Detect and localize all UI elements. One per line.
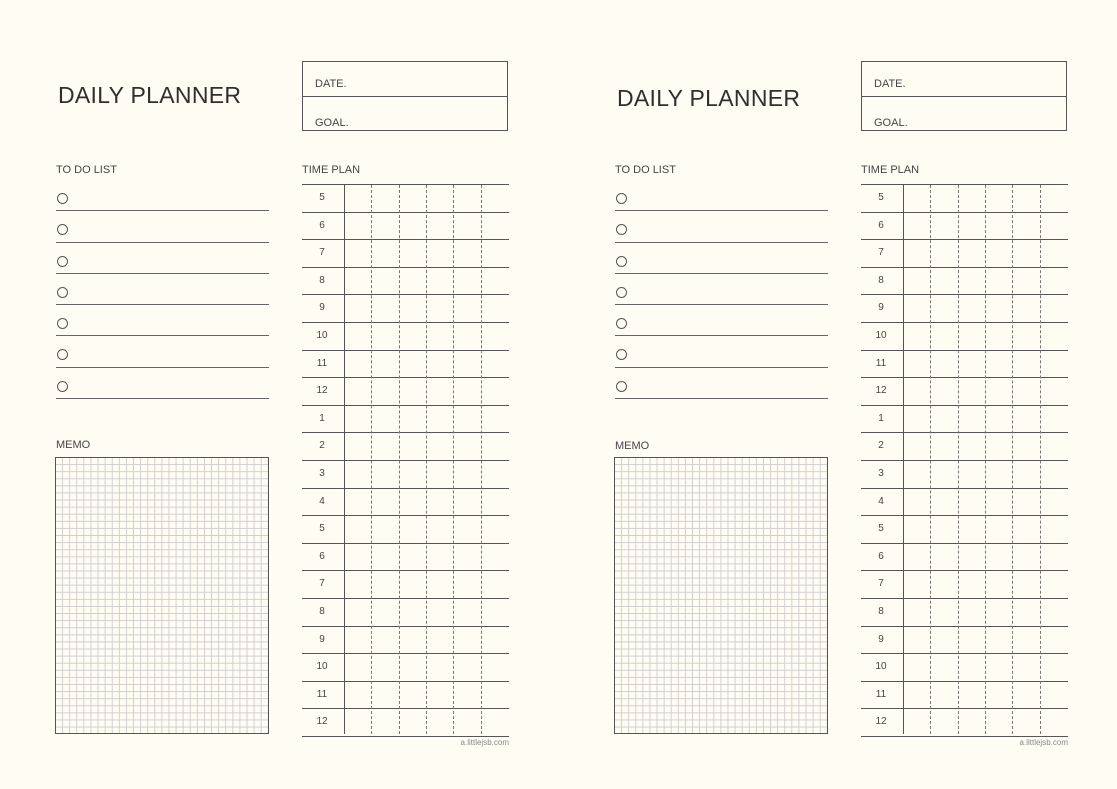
todo-item[interactable] bbox=[615, 243, 828, 274]
planner-page bbox=[0, 0, 520, 789]
checkbox-circle-icon[interactable] bbox=[57, 349, 68, 360]
hour-label: 3 bbox=[878, 467, 884, 479]
time-row[interactable] bbox=[302, 351, 509, 379]
hour-label: 2 bbox=[878, 440, 884, 452]
time-row[interactable] bbox=[861, 295, 1068, 323]
todo-item[interactable] bbox=[56, 336, 269, 367]
todo-list-label: TO DO LIST bbox=[615, 164, 676, 176]
time-row[interactable] bbox=[302, 433, 509, 461]
time-row[interactable] bbox=[302, 571, 509, 599]
interval-divider bbox=[1012, 185, 1013, 734]
goal-label: GOAL. bbox=[874, 117, 908, 129]
date-goal-box bbox=[861, 61, 1067, 131]
hour-label: 8 bbox=[878, 274, 884, 286]
time-row[interactable] bbox=[861, 185, 1068, 213]
hour-label: 7 bbox=[878, 578, 884, 590]
hour-label: 9 bbox=[878, 302, 884, 314]
time-row[interactable] bbox=[861, 213, 1068, 241]
checkbox-circle-icon[interactable] bbox=[57, 287, 68, 298]
memo-label: MEMO bbox=[56, 439, 91, 451]
hour-label: 5 bbox=[878, 192, 884, 203]
checkbox-circle-icon[interactable] bbox=[616, 349, 627, 360]
time-row[interactable] bbox=[861, 461, 1068, 489]
date-label: DATE. bbox=[315, 78, 347, 90]
credit-text: a.littlejsb.com bbox=[460, 738, 509, 747]
memo-grid[interactable] bbox=[614, 457, 828, 734]
todo-item[interactable] bbox=[56, 243, 269, 274]
time-row[interactable] bbox=[861, 351, 1068, 379]
hour-label: 12 bbox=[316, 385, 328, 397]
time-row[interactable] bbox=[302, 213, 509, 241]
hour-label: 11 bbox=[875, 357, 887, 369]
checkbox-circle-icon[interactable] bbox=[57, 381, 68, 392]
interval-divider bbox=[371, 185, 372, 734]
todo-item[interactable] bbox=[56, 211, 269, 242]
time-row[interactable] bbox=[302, 709, 509, 737]
time-row[interactable] bbox=[302, 654, 509, 682]
time-plan-table bbox=[302, 184, 509, 734]
checkbox-circle-icon[interactable] bbox=[616, 193, 627, 204]
hour-label: 10 bbox=[875, 329, 887, 341]
time-row[interactable] bbox=[861, 599, 1068, 627]
hour-label: 6 bbox=[319, 219, 325, 231]
time-row[interactable] bbox=[302, 682, 509, 710]
checkbox-circle-icon[interactable] bbox=[616, 224, 627, 235]
hour-label: 1 bbox=[319, 412, 325, 424]
goal-field[interactable] bbox=[862, 97, 1066, 132]
checkbox-circle-icon[interactable] bbox=[57, 224, 68, 235]
hour-label: 9 bbox=[319, 633, 325, 645]
time-row[interactable] bbox=[302, 544, 509, 572]
hour-label: 6 bbox=[319, 550, 325, 562]
hour-label: 5 bbox=[319, 523, 325, 535]
hour-label: 8 bbox=[878, 605, 884, 617]
date-goal-box bbox=[302, 61, 508, 131]
todo-item[interactable] bbox=[56, 180, 269, 211]
checkbox-circle-icon[interactable] bbox=[616, 381, 627, 392]
page-title: DAILY PLANNER bbox=[58, 82, 242, 108]
hour-divider bbox=[903, 185, 904, 734]
hour-label: 9 bbox=[878, 633, 884, 645]
time-row[interactable] bbox=[302, 489, 509, 517]
time-row[interactable] bbox=[302, 268, 509, 296]
hour-label: 7 bbox=[319, 247, 325, 259]
time-row[interactable] bbox=[861, 323, 1068, 351]
hour-label: 10 bbox=[875, 661, 887, 673]
time-row[interactable] bbox=[861, 682, 1068, 710]
time-row[interactable] bbox=[861, 406, 1068, 434]
date-label: DATE. bbox=[874, 78, 906, 90]
interval-divider bbox=[399, 185, 400, 734]
hour-label: 3 bbox=[319, 467, 325, 479]
time-row[interactable] bbox=[861, 489, 1068, 517]
hour-label: 8 bbox=[319, 605, 325, 617]
time-row[interactable] bbox=[861, 544, 1068, 572]
hour-label: 5 bbox=[878, 523, 884, 535]
todo-list bbox=[615, 180, 828, 399]
time-row[interactable] bbox=[861, 268, 1068, 296]
hour-label: 10 bbox=[316, 329, 328, 341]
interval-divider bbox=[453, 185, 454, 734]
time-row[interactable] bbox=[302, 240, 509, 268]
todo-item[interactable] bbox=[615, 274, 828, 305]
todo-item[interactable] bbox=[56, 368, 269, 399]
date-field[interactable] bbox=[862, 62, 1066, 97]
time-row[interactable] bbox=[302, 599, 509, 627]
hour-label: 2 bbox=[319, 440, 325, 452]
time-row[interactable] bbox=[302, 378, 509, 406]
checkbox-circle-icon[interactable] bbox=[616, 318, 627, 329]
time-row[interactable] bbox=[861, 709, 1068, 737]
todo-item[interactable] bbox=[56, 305, 269, 336]
hour-divider bbox=[344, 185, 345, 734]
interval-divider bbox=[1040, 185, 1041, 734]
hour-label: 1 bbox=[878, 412, 884, 424]
checkbox-circle-icon[interactable] bbox=[616, 287, 627, 298]
time-row[interactable] bbox=[861, 240, 1068, 268]
hour-label: 12 bbox=[875, 716, 887, 728]
interval-divider bbox=[426, 185, 427, 734]
hour-label: 10 bbox=[316, 661, 328, 673]
hour-label: 8 bbox=[319, 274, 325, 286]
checkbox-circle-icon[interactable] bbox=[57, 256, 68, 267]
interval-divider bbox=[985, 185, 986, 734]
date-field[interactable] bbox=[303, 62, 507, 97]
hour-label: 4 bbox=[319, 495, 325, 507]
hour-label: 5 bbox=[319, 192, 325, 203]
time-row[interactable] bbox=[861, 571, 1068, 599]
todo-item[interactable] bbox=[615, 180, 828, 211]
time-row[interactable] bbox=[302, 516, 509, 544]
time-row[interactable] bbox=[302, 323, 509, 351]
hour-label: 12 bbox=[875, 385, 887, 397]
time-plan-table bbox=[861, 184, 1068, 734]
time-row[interactable] bbox=[302, 295, 509, 323]
todo-item[interactable] bbox=[615, 305, 828, 336]
hour-label: 9 bbox=[319, 302, 325, 314]
todo-item[interactable] bbox=[615, 336, 828, 367]
hour-label: 6 bbox=[878, 219, 884, 231]
todo-list-label: TO DO LIST bbox=[56, 164, 117, 176]
hour-label: 11 bbox=[875, 688, 887, 700]
memo-grid[interactable] bbox=[55, 457, 269, 734]
checkbox-circle-icon[interactable] bbox=[616, 256, 627, 267]
time-row[interactable] bbox=[302, 461, 509, 489]
todo-item[interactable] bbox=[615, 211, 828, 242]
time-row[interactable] bbox=[302, 406, 509, 434]
credit-text: a.littlejsb.com bbox=[1019, 738, 1068, 747]
hour-label: 4 bbox=[878, 495, 884, 507]
time-row[interactable] bbox=[861, 516, 1068, 544]
planner-page bbox=[559, 0, 1079, 789]
todo-list bbox=[56, 180, 269, 399]
interval-divider bbox=[930, 185, 931, 734]
time-plan-label: TIME PLAN bbox=[302, 164, 361, 176]
goal-field[interactable] bbox=[303, 97, 507, 132]
hour-label: 11 bbox=[316, 357, 328, 369]
hour-label: 7 bbox=[878, 247, 884, 259]
time-plan-label: TIME PLAN bbox=[861, 164, 920, 176]
checkbox-circle-icon[interactable] bbox=[57, 193, 68, 204]
time-row[interactable] bbox=[861, 433, 1068, 461]
time-row[interactable] bbox=[302, 627, 509, 655]
memo-label: MEMO bbox=[615, 440, 650, 452]
hour-label: 12 bbox=[316, 716, 328, 728]
todo-item[interactable] bbox=[56, 274, 269, 305]
time-row[interactable] bbox=[861, 627, 1068, 655]
page-title: DAILY PLANNER bbox=[617, 85, 801, 111]
hour-label: 11 bbox=[316, 688, 328, 700]
checkbox-circle-icon[interactable] bbox=[57, 318, 68, 329]
hour-label: 7 bbox=[319, 578, 325, 590]
time-row[interactable] bbox=[861, 378, 1068, 406]
goal-label: GOAL. bbox=[315, 117, 349, 129]
hour-label: 6 bbox=[878, 550, 884, 562]
time-row[interactable] bbox=[861, 654, 1068, 682]
todo-item[interactable] bbox=[615, 368, 828, 399]
interval-divider bbox=[481, 185, 482, 734]
interval-divider bbox=[958, 185, 959, 734]
time-row[interactable] bbox=[302, 185, 509, 213]
